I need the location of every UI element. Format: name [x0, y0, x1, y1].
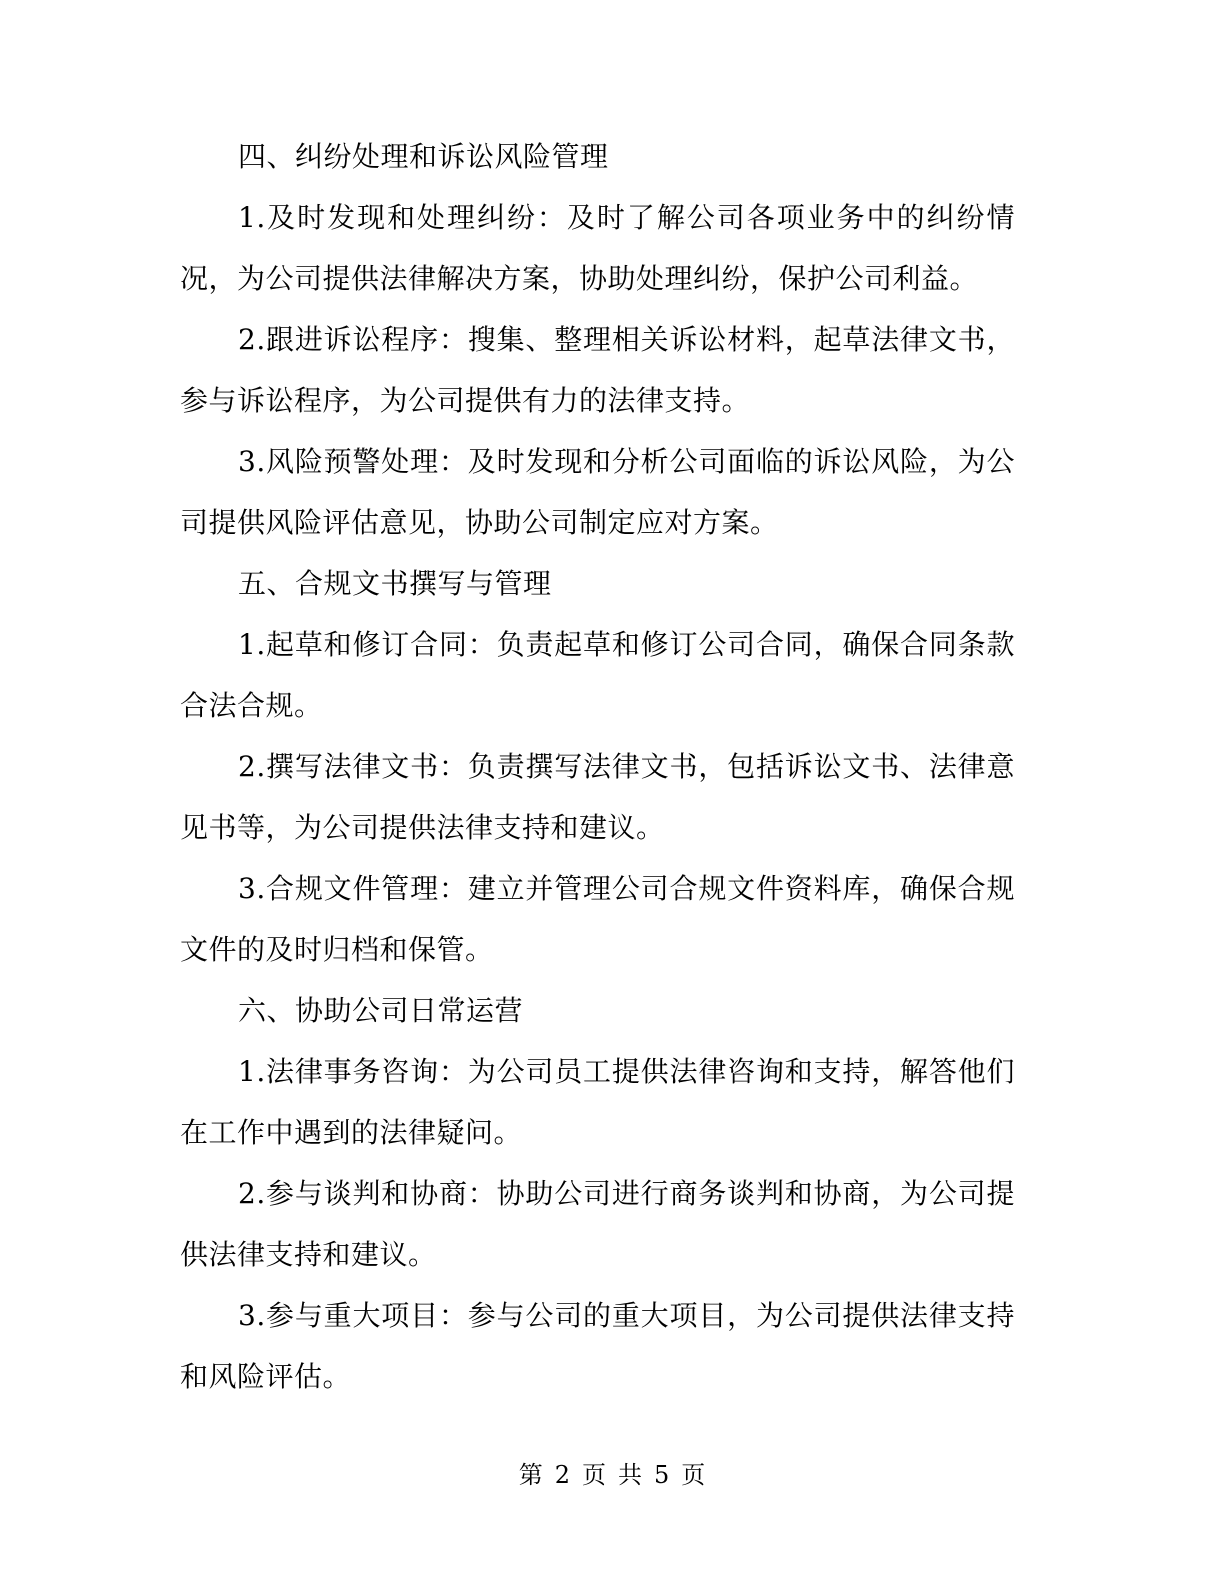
footer-page-word: 页 — [582, 1461, 606, 1489]
section-heading-daily-operations: 六、协助公司日常运营 — [238, 994, 524, 1027]
footer-current-page: 2 — [554, 1461, 570, 1489]
paragraph-dispute-handling: 1.及时发现和处理纠纷：及时了解公司各项业务中的纠纷情况，为公司提供法律解决方案，协助处理纠纷，保护公司利益。 — [180, 201, 1015, 295]
paragraph-legal-consulting: 1.法律事务咨询：为公司员工提供法律咨询和支持，解答他们在工作中遇到的法律疑问。 — [180, 1055, 1015, 1149]
paragraph-major-projects: 3.参与重大项目：参与公司的重大项目，为公司提供法律支持和风险评估。 — [180, 1299, 1015, 1393]
paragraph-legal-writing: 2.撰写法律文书：负责撰写法律文书，包括诉讼文书、法律意见书等，为公司提供法律支持和建议。 — [180, 750, 1015, 844]
section-heading-dispute: 四、纠纷处理和诉讼风险管理 — [238, 140, 609, 173]
paragraph-risk-warning: 3.风险预警处理：及时发现和分析公司面临的诉讼风险，为公司提供风险评估意见，协助公司制定应对方案。 — [180, 445, 1015, 539]
paragraph-compliance-files: 3.合规文件管理：建立并管理公司合规文件资料库，确保合规文件的及时归档和保管。 — [180, 872, 1015, 966]
footer-total-pages: 5 — [654, 1461, 670, 1489]
paragraph-negotiation: 2.参与谈判和协商：协助公司进行商务谈判和协商，为公司提供法律支持和建议。 — [180, 1177, 1015, 1271]
section-heading-compliance-docs: 五、合规文书撰写与管理 — [238, 567, 552, 600]
page-footer — [0, 1460, 1224, 1490]
paragraph-litigation-follow-up: 2.跟进诉讼程序：搜集、整理相关诉讼材料，起草法律文书，参与诉讼程序，为公司提供有力的法律支持。 — [180, 323, 1015, 417]
footer-prefix: 第 — [518, 1461, 543, 1489]
paragraph-contract-drafting: 1.起草和修订合同：负责起草和修订公司合同，确保合同条款合法合规。 — [180, 628, 1015, 722]
footer-suffix: 页 — [681, 1461, 706, 1489]
footer-total-word: 共 — [618, 1461, 642, 1489]
document-body — [180, 126, 1015, 1407]
